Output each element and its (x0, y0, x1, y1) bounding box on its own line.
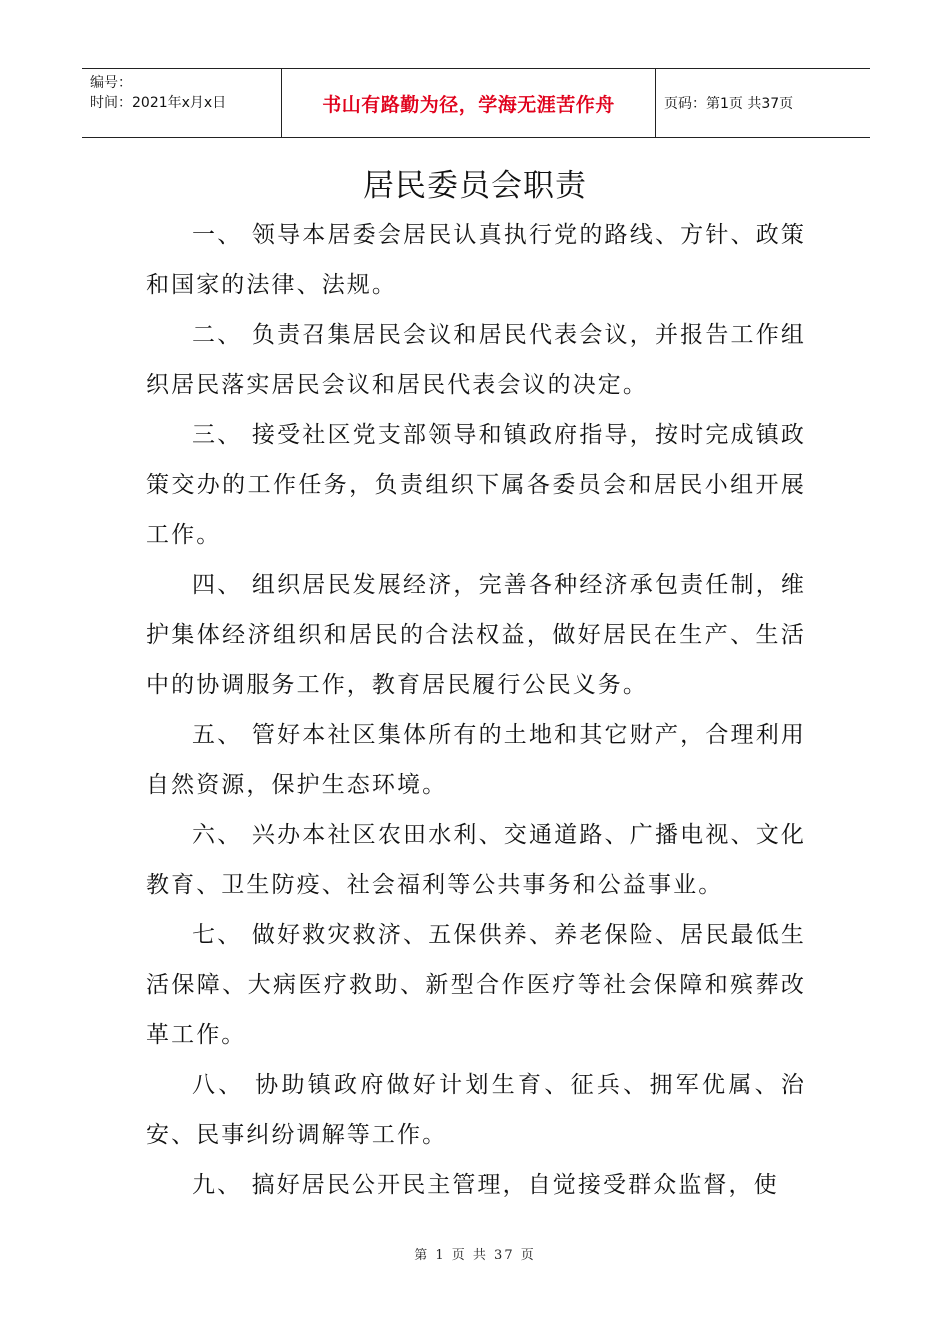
paragraph-7: 七、 做好救灾救济、五保供养、养老保险、居民最低生活保障、大病医疗救助、新型合作医疗等社会保障和殡葬改革工作。 (146, 922, 806, 1048)
paragraph-2: 二、 负责召集居民会议和居民代表会议，并报告工作组织居民落实居民会议和居民代表会议的决定。 (146, 322, 806, 398)
document-title: 居民委员会职责 (363, 168, 587, 204)
paragraph-5: 五、 管好本社区集体所有的土地和其它财产，合理利用自然资源，保护生态环境。 (146, 722, 806, 798)
document-body (146, 210, 806, 1210)
paragraph-1: 一、 领导本居委会居民认真执行党的路线、方针、政策和国家的法律、法规。 (146, 222, 806, 298)
header-motto: 书山有路勤为径，学海无涯苦作舟 (282, 69, 656, 137)
header-page-code: 页码：第1页 共37页 (664, 96, 794, 112)
header-meta-cell (82, 69, 282, 137)
paragraph-6: 六、 兴办本社区农田水利、交通道路、广播电视、文化教育、卫生防疫、社会福利等公共事务和公益事业。 (146, 822, 806, 898)
paragraph-9: 九、 搞好居民公开民主管理，自觉接受群众监督，使 (192, 1172, 779, 1198)
paragraph-4: 四、 组织居民发展经济，完善各种经济承包责任制，维护集体经济组织和居民的合法权益，做好居民在生产、生活中的协调服务工作，教育居民履行公民义务。 (146, 572, 806, 698)
page-footer: 第 1 页 共 37 页 (414, 1248, 536, 1263)
number-label: 编号： (90, 75, 132, 91)
time-label: 时间：2021年x月x日 (90, 95, 227, 111)
paragraph-3: 三、 接受社区党支部领导和镇政府指导，按时完成镇政策交办的工作任务，负责组织下属各委员会和居民小组开展工作。 (146, 422, 806, 548)
page-header (82, 68, 870, 138)
paragraph-8: 八、 协助镇政府做好计划生育、征兵、拥军优属、治安、民事纠纷调解等工作。 (146, 1072, 806, 1148)
